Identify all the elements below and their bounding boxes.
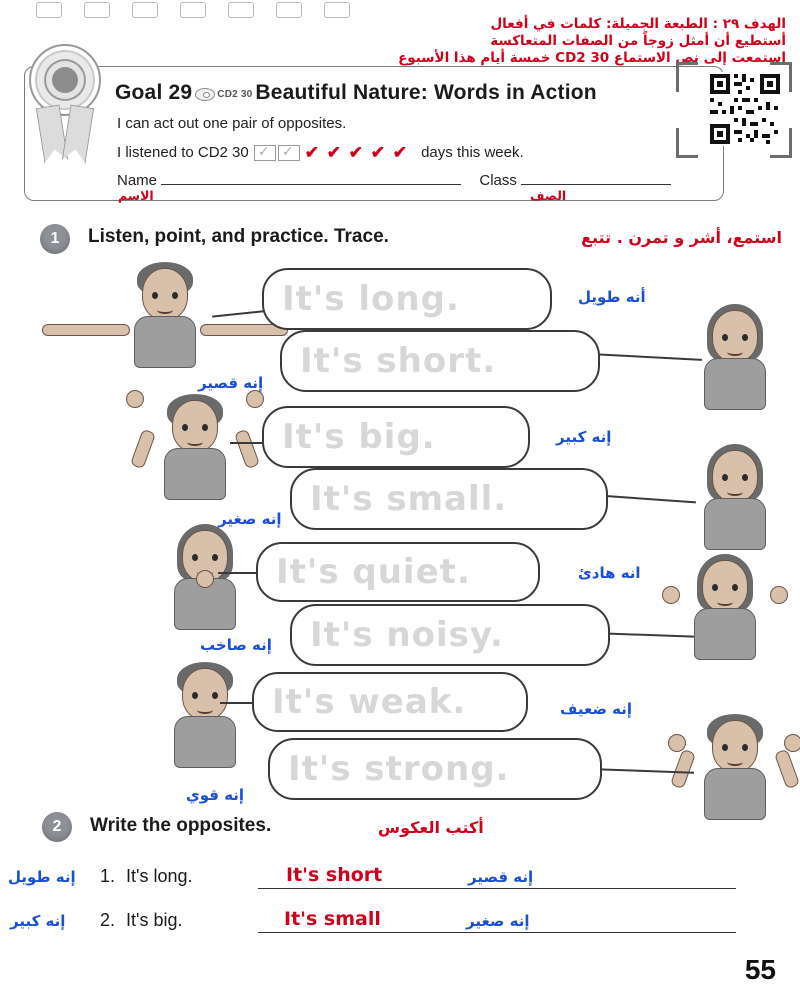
binding-hole (132, 2, 158, 18)
activity-2-title: Write the opposites. (90, 815, 272, 836)
activity-1-title-arabic: استمع، أشر و تمرن . تتبع (581, 228, 782, 247)
body (704, 768, 766, 820)
arm-left (130, 429, 156, 469)
bracket-top-left (676, 62, 698, 92)
activity-1-title: Listen, point, and practice. Trace. (88, 226, 389, 247)
q2-answer-arabic: إنه صغير (466, 912, 530, 930)
bubble-label-big-ar: إنه كبير (556, 428, 612, 446)
name-input-line[interactable] (161, 171, 461, 185)
class-label-arabic: الصف (530, 188, 567, 203)
arabic-header (398, 16, 786, 67)
listen-check-6[interactable]: ✔ (370, 143, 386, 162)
eye (212, 692, 218, 699)
eye (192, 554, 198, 561)
q1-answer-line[interactable] (258, 888, 736, 889)
bubble-long[interactable] (262, 268, 552, 330)
q1-answer[interactable]: It's short (286, 864, 383, 886)
mouth (197, 706, 213, 714)
bubble-strong[interactable] (268, 738, 602, 800)
binding-hole (84, 2, 110, 18)
activity-2-number: 2 (42, 812, 72, 842)
eye (712, 584, 718, 591)
mouth (727, 488, 743, 496)
q2-left-arabic: إنه كبير (10, 912, 66, 930)
goal-listened-label: I listened to CD2 30 (117, 143, 249, 161)
bubble-weak[interactable] (252, 672, 528, 732)
bubble-text: It's weak. (272, 682, 467, 722)
name-class-row (117, 171, 709, 189)
bubble-tail-short (592, 353, 702, 361)
q2-prompt: It's big. (126, 910, 183, 930)
body (704, 498, 766, 550)
cd-label: CD2 30 (217, 89, 253, 100)
class-label: Class (479, 172, 517, 189)
bubble-text: It's long. (282, 279, 460, 319)
q2-answer[interactable]: It's small (284, 908, 381, 930)
bubble-label-noisy-ar: إنه صاخب (200, 636, 272, 654)
cd-badge (195, 88, 252, 101)
listen-check-7[interactable]: ✔ (392, 143, 408, 162)
eye (152, 292, 158, 299)
body (134, 316, 196, 368)
mouth (157, 306, 173, 314)
eye (742, 744, 748, 751)
hand-right (246, 390, 264, 408)
hand-right-ear (770, 586, 788, 604)
bubble-text: It's small. (310, 479, 508, 519)
binding-hole (228, 2, 254, 18)
hand-left (126, 390, 144, 408)
eye (182, 424, 188, 431)
body (694, 608, 756, 660)
binding-hole (36, 2, 62, 18)
arabic-header-line: الهدف ٢٩ : الطبعة الجميلة: كلمات في أفعال (490, 16, 786, 32)
bubble-small[interactable] (290, 468, 608, 530)
arm-right (234, 429, 260, 469)
eye (172, 292, 178, 299)
binding-hole (324, 2, 350, 18)
arm-left (670, 749, 696, 789)
award-rosette-icon (22, 44, 108, 164)
body (174, 716, 236, 768)
mouth (727, 758, 743, 766)
bubble-label-weak-ar: إنه ضعيف (560, 700, 633, 718)
eye (722, 334, 728, 341)
bubble-text: It's big. (282, 417, 436, 457)
eye (192, 692, 198, 699)
name-label: Name (117, 172, 158, 189)
listen-check-3[interactable]: ✔ (304, 143, 320, 162)
q2-number: 2. (100, 910, 116, 930)
hand-shush (196, 570, 214, 588)
eye (202, 424, 208, 431)
arm-left (42, 324, 130, 336)
activity-1-number: 1 (40, 224, 70, 254)
bubble-label-strong-ar: إنه قوي (186, 786, 245, 804)
bubble-label-quiet-ar: انه هادئ (578, 564, 641, 582)
goal-title-main: Beautiful Nature: Words in Action (255, 81, 597, 104)
bubble-label-long-ar: أنه طويل (578, 288, 646, 306)
eye (732, 584, 738, 591)
bubble-text: It's noisy. (310, 615, 504, 655)
bracket-bottom-left (676, 128, 698, 158)
q1-number: 1. (100, 866, 116, 886)
goal-listened-suffix: days this week. (421, 143, 524, 161)
mouth (187, 438, 203, 446)
activity-2-title-arabic: أكتب العكوس (378, 818, 484, 837)
eye (722, 474, 728, 481)
fist-right (784, 734, 800, 752)
cd-icon (195, 88, 215, 101)
q1-left-arabic: إنه طويل (8, 868, 76, 886)
bubble-label-small-ar: إنه صغير (218, 510, 282, 528)
arabic-header-line: أستطيع أن أمثل زوجاً من الصفات المتعاكسة (490, 33, 786, 49)
bubble-text: It's quiet. (276, 552, 471, 592)
bubble-tail-small (600, 495, 696, 504)
mouth (717, 598, 733, 606)
bubble-noisy[interactable] (290, 604, 610, 666)
bubble-text: It's strong. (288, 749, 510, 789)
hand-left-ear (662, 586, 680, 604)
page-number: 55 (744, 954, 776, 985)
q2-answer-line[interactable] (258, 932, 736, 933)
listen-check-4[interactable]: ✔ (326, 143, 342, 162)
bubble-label-short-ar: إنه قصير (198, 374, 264, 392)
eye (742, 334, 748, 341)
binding-hole (276, 2, 302, 18)
fist-left (668, 734, 686, 752)
eye (722, 744, 728, 751)
body (164, 448, 226, 500)
listen-checkbox-2[interactable] (278, 145, 300, 161)
listen-check-5[interactable]: ✔ (348, 143, 364, 162)
goal-box (24, 66, 724, 201)
class-input-line[interactable] (521, 171, 671, 185)
mouth (727, 348, 743, 356)
name-label-arabic: الاسم (118, 188, 154, 203)
bubble-text: It's short. (300, 341, 497, 381)
goal-title-prefix: Goal 29 (115, 81, 193, 104)
binding-hole (180, 2, 206, 18)
bubble-tail-noisy (602, 632, 694, 637)
goal-title (115, 81, 597, 105)
eye (742, 474, 748, 481)
eye (212, 554, 218, 561)
body (704, 358, 766, 410)
bubble-big[interactable] (262, 406, 530, 468)
arm-right (774, 749, 800, 789)
rosette-disc (29, 44, 101, 116)
bubble-quiet[interactable] (256, 542, 540, 602)
goal-can-do: I can act out one pair of opposites. (117, 115, 347, 132)
q1-answer-arabic: إنه قصير (468, 868, 534, 886)
goal-listened-row (117, 143, 524, 163)
bubble-short[interactable] (280, 330, 600, 392)
q1-prompt: It's long. (126, 866, 193, 886)
listen-checkbox-1[interactable] (254, 145, 276, 161)
qr-code-icon[interactable] (708, 72, 782, 146)
arabic-header-line: استمعت إلى نص الاستماع CD2 30 خمسة أيام هذا الأسبوع (398, 50, 786, 66)
